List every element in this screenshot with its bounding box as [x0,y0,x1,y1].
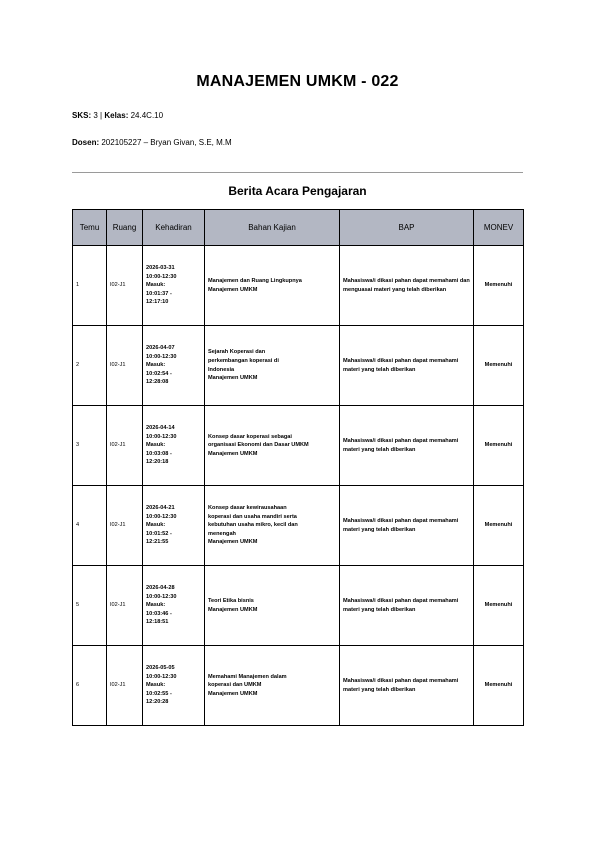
kehadiran-line: 10:01:52 - [146,530,172,537]
monev-status: Memenuhi [484,682,513,689]
bap-cell [340,406,474,486]
kehadiran-line: Masuk: [146,362,166,369]
table-row [73,406,524,486]
column-header-bahan-kajian: Bahan Kajian [205,210,340,246]
kehadiran-line: 12:20:18 [146,459,169,466]
kehadiran-cell [143,406,205,486]
monev-status: Memenuhi [484,442,513,449]
table-body [73,246,524,726]
ruang-cell [107,326,143,406]
kehadiran-line: 12:17:10 [146,299,169,306]
column-header-ruang: Ruang [107,210,143,246]
temu-cell [73,646,107,726]
kehadiran-line: 10:03:08 - [146,450,172,457]
bahan-kajian-cell [205,246,340,326]
bahan-kajian-line: Konsep dasar kewirausahaan [208,504,287,511]
temu-cell [73,326,107,406]
kehadiran-cell [143,566,205,646]
column-header-monev: MONEV [474,210,524,246]
kehadiran-line: 2026-05-05 [146,664,175,671]
dosen-value: 202105227 – Bryan Givan, S.E, M.M [101,138,232,147]
bahan-kajian-cell [205,646,340,726]
bap-cell [340,246,474,326]
temu-cell [73,246,107,326]
bahan-kajian-line: Manajemen UMKM [208,375,258,382]
bahan-kajian-line: Manajemen UMKM [208,606,258,613]
kehadiran-line: 2026-04-21 [146,504,175,511]
bap-cell [340,646,474,726]
section-title: Berita Acara Pengajaran [228,184,367,198]
kehadiran-line: 12:20:28 [146,699,169,706]
ruang-value: I02-J1 [110,522,126,529]
kehadiran-cell [143,326,205,406]
kehadiran-line: 10:00-12:30 [146,433,177,440]
bap-text: Mahasiswa/i dikasi pahan dapat memahami materi yang telah diberikan [343,357,459,373]
bahan-kajian-line: Sejarah Koperasi dan [208,349,266,356]
kelas-value: 24.4C.10 [130,111,164,120]
bahan-kajian-cell [205,566,340,646]
ruang-cell [107,566,143,646]
ruang-value: I02-J1 [110,682,126,689]
ruang-value: I02-J1 [110,602,126,609]
monev-status: Memenuhi [484,362,513,369]
temu-cell [73,486,107,566]
kehadiran-cell [143,646,205,726]
temu-value: 1 [76,282,80,289]
kehadiran-line: 12:28:08 [146,379,169,386]
bap-text: Mahasiswa/i dikasi pahan dapat memahami materi yang telah diberikan [343,597,459,613]
kehadiran-line: 10:03:46 - [146,610,172,617]
kehadiran-line: 10:02:54 - [146,370,172,377]
temu-value: 2 [76,362,80,369]
bahan-kajian-line: kebutuhan usaha mikro, kecil dan [208,522,298,529]
monev-status: Memenuhi [484,602,513,609]
bap-text: Mahasiswa/i dikasi pahan dapat memahami materi yang telah diberikan [343,677,459,693]
bahan-kajian-line: Konsep dasar koperasi sebagai [208,433,292,440]
kehadiran-line: 10:02:55 - [146,690,172,697]
column-header-bap: BAP [340,210,474,246]
course-meta [72,111,163,120]
kehadiran-line: 2026-04-28 [146,584,175,591]
bahan-kajian-line: koperasi dan usaha mandiri serta [208,513,297,520]
bahan-kajian-line: Manajemen UMKM [208,450,258,457]
monev-cell [474,246,524,326]
sks-value: 3 [93,111,98,120]
ruang-value: I02-J1 [110,282,126,289]
kehadiran-line: 2026-04-14 [146,424,175,431]
kehadiran-line: Masuk: [146,602,166,609]
meta-separator: | [100,111,103,120]
table-row [73,646,524,726]
table-header-row [73,210,524,246]
monev-cell [474,326,524,406]
kehadiran-line: 12:18:51 [146,619,169,626]
bahan-kajian-line: Manajemen dan Ruang Lingkupnya [208,277,302,284]
kehadiran-line: Masuk: [146,442,166,449]
kehadiran-line: 10:00-12:30 [146,273,177,280]
ruang-value: I02-J1 [110,442,126,449]
bap-cell [340,566,474,646]
bap-text: Mahasiswa/i dikasi pahan dapat memahami dan menguasai materi yang telah diberikan [343,277,470,293]
kehadiran-cell [143,486,205,566]
table-row [73,486,524,566]
ruang-cell [107,246,143,326]
column-header-temu: Temu [73,210,107,246]
temu-cell [73,406,107,486]
sks-label: SKS: [72,111,92,120]
kehadiran-line: 2026-03-31 [146,264,175,271]
temu-value: 3 [76,442,80,449]
bahan-kajian-line: Teori Etika bisnis [208,597,254,604]
monev-status: Memenuhi [484,522,513,529]
monev-cell [474,486,524,566]
bahan-kajian-line: Manajemen UMKM [208,539,258,546]
bahan-kajian-cell [205,406,340,486]
temu-value: 5 [76,602,80,609]
monev-cell [474,406,524,486]
column-header-kehadiran: Kehadiran [143,210,205,246]
kehadiran-line: 10:01:37 - [146,290,172,297]
temu-value: 4 [76,522,80,529]
bap-cell [340,486,474,566]
ruang-cell [107,646,143,726]
bahan-kajian-line: perkembangan koperasi di [208,357,279,364]
bahan-kajian-line: Manajemen UMKM [208,286,258,293]
kehadiran-line: Masuk: [146,282,166,289]
ruang-cell [107,406,143,486]
bahan-kajian-line: Memahami Manajemen dalam [208,673,287,680]
bahan-kajian-line: organisasi Ekonomi dan Dasar UMKM [208,442,309,449]
kehadiran-line: Masuk: [146,682,166,689]
bahan-kajian-line: Manajemen UMKM [208,690,258,697]
bahan-kajian-line: koperasi dan UMKM [208,682,262,689]
teaching-report-table [72,209,524,726]
page-title: MANAJEMEN UMKM - 022 [196,73,399,90]
divider [72,172,523,173]
table-row [73,566,524,646]
table-row [73,326,524,406]
kehadiran-line: Masuk: [146,522,166,529]
kehadiran-line: 12:21:55 [146,539,169,546]
ruang-cell [107,486,143,566]
kehadiran-line: 2026-04-07 [146,344,175,351]
temu-cell [73,566,107,646]
table-row [73,246,524,326]
kehadiran-line: 10:00-12:30 [146,353,177,360]
monev-status: Memenuhi [484,282,513,289]
ruang-value: I02-J1 [110,362,126,369]
bahan-kajian-line: Indonesia [208,366,235,373]
bahan-kajian-cell [205,326,340,406]
temu-value: 6 [76,682,80,689]
bap-cell [340,326,474,406]
lecturer-meta [72,138,232,147]
bahan-kajian-cell [205,486,340,566]
monev-cell [474,646,524,726]
monev-cell [474,566,524,646]
bap-text: Mahasiswa/i dikasi pahan dapat memahami materi yang telah diberikan [343,437,459,453]
kehadiran-line: 10:00-12:30 [146,513,177,520]
kehadiran-cell [143,246,205,326]
kehadiran-line: 10:00-12:30 [146,593,177,600]
kelas-label: Kelas: [104,111,129,120]
dosen-label: Dosen: [72,138,100,147]
bap-text: Mahasiswa/i dikasi pahan dapat memahami materi yang telah diberikan [343,517,459,533]
bahan-kajian-line: menengah [208,530,236,537]
kehadiran-line: 10:00-12:30 [146,673,177,680]
